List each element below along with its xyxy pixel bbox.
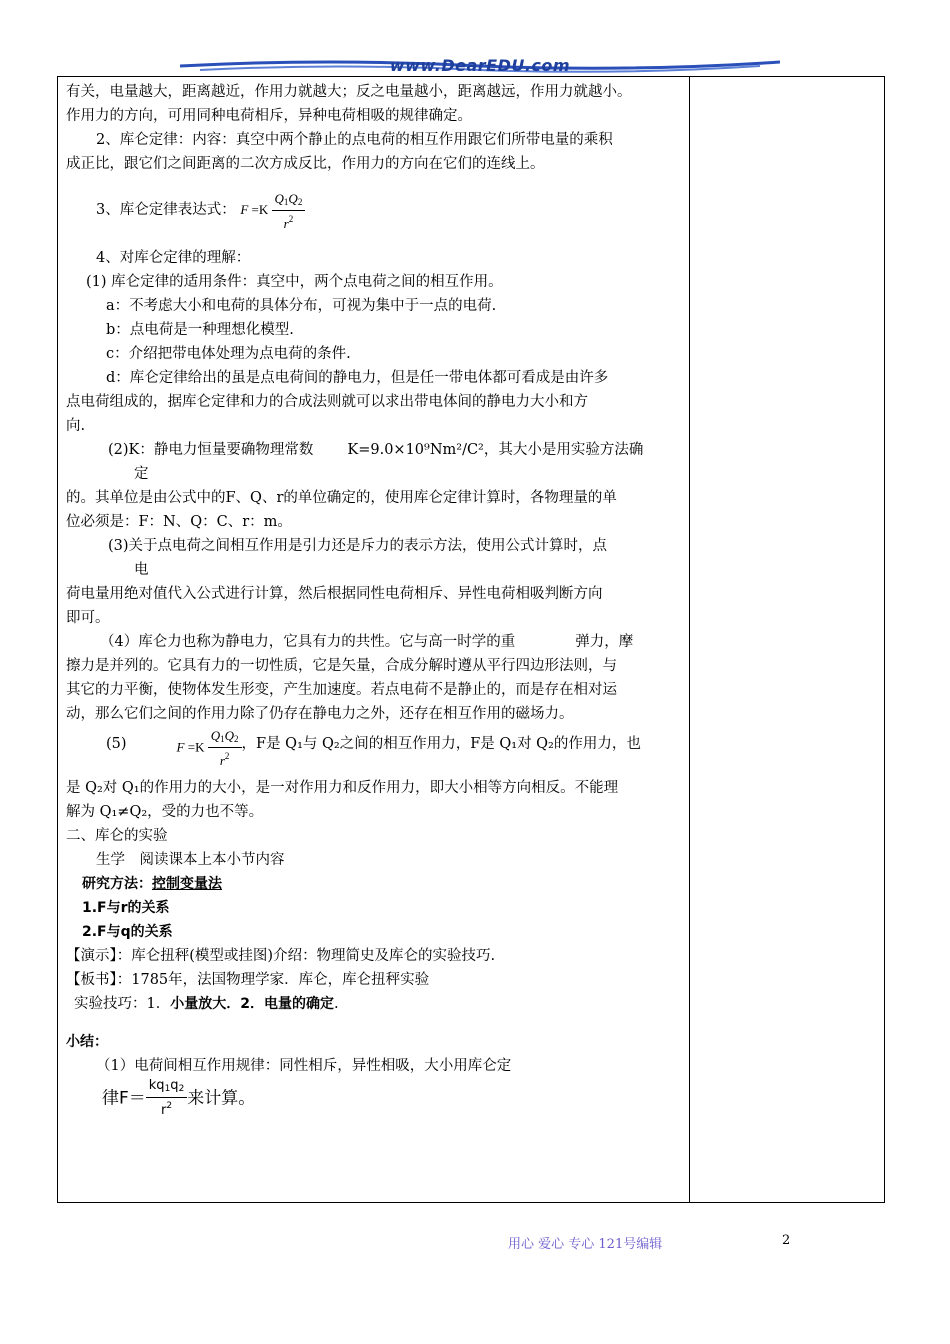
- formula-fraction: [146, 1078, 188, 1119]
- text-line: 2、库仑定律：内容：真空中两个静止的点电荷的相互作用跟它们所带电量的乘积: [96, 132, 613, 148]
- text-line: 【演示】：库仑扭秤(模型或挂图)介绍：物理简史及库仑的实验技巧.: [66, 948, 496, 964]
- text-fragment: .: [333, 996, 339, 1012]
- text-fragment: （4）库仑力也称为静电力，它具有力的共性。它与高一时学: [100, 634, 487, 650]
- text-line: 向.: [66, 418, 86, 434]
- text-line: 2.F与q的关系: [82, 924, 173, 940]
- text-line: 成正比，跟它们之间距离的二次方成反比，作用力的方向在它们的连线上。: [66, 156, 545, 172]
- text-fragment: 物理常数: [255, 442, 314, 458]
- text-line: 擦力是并列的。它具有力的一切性质，它是矢量，合成分解时遵从平行四边形法则，与: [66, 658, 617, 674]
- formula-equals-k: =K: [187, 739, 205, 755]
- formula-sub2: 2: [297, 196, 303, 207]
- page-number: 2: [782, 1233, 791, 1248]
- text-line: 荷电量用绝对值代入公式进行计算，然后根据同性电荷相斥、异性电荷相吸判断方向: [66, 586, 603, 602]
- text-fragment: K=9.0×10⁹Nm²/C²，其大小是用实验方法确: [347, 442, 644, 458]
- text-fragment: 弹力，摩: [575, 634, 634, 650]
- footer-text: 用心 爱心 专心 121号编辑: [508, 1237, 663, 1252]
- formula-sub1: 1: [283, 196, 289, 207]
- text-line: [66, 728, 684, 776]
- text-fragment: (2)K：静电力恒量要确: [108, 442, 256, 458]
- formula-square: 2: [224, 751, 230, 761]
- formula-sub1: 1: [164, 1084, 171, 1094]
- text-line: 的。其单位是由公式中的F、Q、r的单位确定的，使用库仑定律计算时，各物理量的单: [66, 490, 617, 506]
- text-fragment: 的重: [486, 634, 516, 650]
- text-line: (3)关于点电荷之间相互作用是引力还是斥力的表示方法，使用公式计算时，点: [108, 538, 608, 554]
- formula-q: q: [170, 1078, 179, 1093]
- text-line: 其它的力平衡，使物体发生形变，产生加速度。若点电荷不是静止的，而是存在相对运: [66, 682, 617, 698]
- expression-label: 3、库仑定律表达式：: [96, 202, 236, 218]
- coulomb-formula: [240, 188, 305, 232]
- text-line: a：不考虑大小和电荷的具体分布，可视为集中于一点的电荷.: [106, 298, 497, 314]
- formula-q2: Q: [288, 190, 298, 206]
- text-fragment: 研究方法：: [82, 876, 152, 892]
- formula-equals-k: =K: [251, 202, 269, 217]
- text-line: 生学 阅读课本上本小节内容: [96, 852, 285, 868]
- text-fragment: 控制变量法: [152, 876, 222, 892]
- text-fragment: (5): [106, 736, 127, 752]
- text-line: (1) 库仑定律的适用条件：真空中，两个点电荷之间的相互作用。: [86, 274, 503, 290]
- text-line: [66, 438, 684, 462]
- text-line: 有关，电量越大，距离越近，作用力就越大；反之电量越小，距离越远，作用力就越小。: [66, 84, 632, 100]
- text-line: [66, 992, 684, 1016]
- formula-r: r: [160, 1103, 167, 1118]
- text-line: 电: [134, 562, 149, 578]
- formula-q1: Q: [210, 728, 221, 743]
- text-line: 点电荷组成的，据库仑定律和力的合成法则就可以求出带电体间的静电力大小和方: [66, 394, 588, 410]
- coulomb-expression: [66, 188, 684, 232]
- formula-square: 2: [166, 1101, 173, 1111]
- formula-fraction: [208, 728, 242, 769]
- coulomb-formula-inline: [177, 728, 242, 769]
- table-column-divider: [689, 76, 690, 1203]
- text-line: 是 Q₂对 Q₁的作用力的大小，是一对作用力和反作用力，即大小相等方向相反。不能理: [66, 780, 619, 796]
- text-line: [66, 630, 684, 654]
- formula-f: F: [176, 739, 185, 755]
- formula-square: 2: [288, 213, 294, 224]
- summary-formula-line: [66, 1078, 684, 1118]
- section-heading: 二、库仑的实验: [66, 828, 168, 844]
- text-line: 解为 Q₁≠Q₂，受的力也不等。: [66, 804, 264, 820]
- formula-q2: Q: [224, 728, 235, 743]
- text-fragment: 小量放大．2．电量的确定: [170, 996, 334, 1012]
- formula-kq: kq: [148, 1078, 165, 1093]
- text-line: 即可。: [66, 610, 110, 626]
- text-fragment: 来计算。: [187, 1088, 256, 1109]
- summary-heading: 小结：: [66, 1034, 108, 1050]
- formula-q1: Q: [274, 190, 284, 206]
- text-line: 位必须是：F：N、Q：C、r：m。: [66, 514, 292, 530]
- text-line: 1.F与r的关系: [82, 900, 170, 916]
- text-line: （1）电荷间相互作用规律：同性相斥，异性相吸，大小用库仑定: [96, 1058, 512, 1074]
- summary-formula: [146, 1078, 188, 1119]
- research-method-line: [66, 872, 684, 896]
- text-line: 作用力的方向，可用同种电荷相斥，异种电荷相吸的规律确定。: [66, 108, 472, 124]
- text-line: 【板书】：1785年，法国物理学家．库仑，库仑扭秤实验: [66, 972, 430, 988]
- text-fragment: 律F＝: [102, 1088, 146, 1109]
- lesson-content: [66, 80, 684, 1118]
- text-line: c：介绍把带电体处理为点电荷的条件.: [106, 346, 351, 362]
- formula-r: r: [219, 753, 225, 768]
- formula-sub1: 1: [220, 734, 225, 744]
- text-line: d：库仑定律给出的虽是点电荷间的静电力，但是任一带电体都可看成是由许多: [106, 370, 609, 386]
- text-line: b：点电荷是一种理想化模型.: [106, 322, 294, 338]
- formula-sub2: 2: [178, 1084, 185, 1094]
- formula-r: r: [283, 215, 289, 231]
- text-fragment: ，F是 Q₁与 Q₂之间的相互作用力，F是 Q₁对 Q₂的作用力，也: [241, 736, 641, 752]
- formula-f: F: [240, 202, 249, 217]
- text-line: 4、对库仑定律的理解：: [96, 250, 251, 266]
- text-fragment: 实验技巧：1．: [74, 996, 171, 1012]
- site-url: www.DearEDU.com: [389, 56, 571, 75]
- text-line: 定: [134, 466, 149, 482]
- text-line: 动，那么它们之间的作用力除了仍存在静电力之外，还存在相互作用的磁场力。: [66, 706, 574, 722]
- formula-sub2: 2: [234, 734, 239, 744]
- formula-fraction: [272, 191, 306, 232]
